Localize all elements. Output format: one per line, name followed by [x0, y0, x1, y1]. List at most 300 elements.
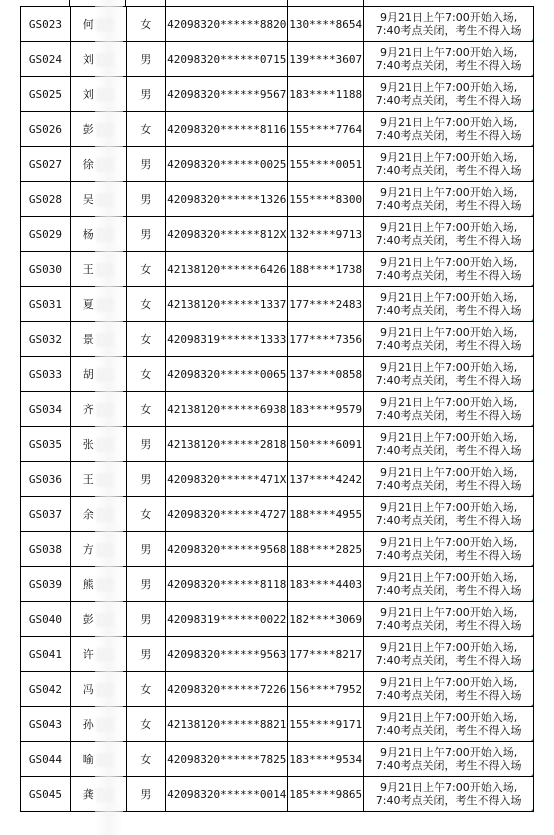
candidate-id-text: GS026	[28, 122, 62, 136]
gender-text: 女	[140, 683, 152, 696]
entry-notice-line: 7:40考点关闭，考生不得入场	[375, 94, 522, 107]
entry-notice-cell	[364, 7, 534, 42]
candidate-id-cell	[21, 357, 71, 392]
candidate-id-text: GS045	[28, 787, 62, 801]
id-card-text: 42098319******1333	[167, 332, 287, 346]
gender-text: 男	[140, 158, 152, 171]
phone-cell	[288, 742, 364, 777]
entry-notice-line: 9月21日上午7:00开始入场,	[380, 501, 518, 514]
entry-notice-cell	[364, 427, 534, 462]
gender-text: 女	[140, 508, 152, 521]
candidate-name-text: 喻	[82, 753, 94, 766]
phone-text: 183****9534	[289, 752, 363, 766]
entry-notice-line: 9月21日上午7:00开始入场,	[380, 11, 518, 24]
candidate-id-text: GS042	[28, 682, 62, 696]
entry-notice-cell	[364, 147, 534, 182]
id-card-text: 42098320******8820	[167, 17, 287, 31]
id-card-text: 42098320******0014	[167, 787, 287, 801]
id-card-text: 42098320******9563	[167, 647, 287, 661]
candidate-id-text: GS029	[28, 227, 62, 241]
gender-text: 男	[140, 543, 152, 556]
entry-notice-line: 7:40考点关闭，考生不得入场	[375, 724, 522, 737]
candidate-id-cell	[21, 427, 71, 462]
candidate-name-text: 冯	[82, 683, 94, 696]
gender-text: 男	[140, 613, 152, 626]
cell-comment-marker-icon	[531, 737, 534, 741]
phone-cell	[288, 497, 364, 532]
id-card-text: 42098320******9567	[167, 87, 287, 101]
candidate-id-text: GS040	[28, 612, 62, 626]
cell-comment-marker-icon	[531, 107, 534, 111]
phone-text: 182****3069	[289, 612, 363, 626]
candidate-name-text: 刘	[82, 88, 94, 101]
gender-text: 男	[140, 228, 152, 241]
entry-notice-line: 7:40考点关闭，考生不得入场	[375, 304, 522, 317]
phone-cell	[288, 252, 364, 287]
entry-notice-cell	[364, 217, 534, 252]
gender-text: 女	[140, 368, 152, 381]
entry-notice-line: 9月21日上午7:00开始入场,	[380, 46, 518, 59]
candidate-id-text: GS043	[28, 717, 62, 731]
id-card-cell	[166, 252, 288, 287]
id-card-text: 42098320******8118	[167, 577, 287, 591]
entry-notice-line: 7:40考点关闭，考生不得入场	[375, 234, 522, 247]
entry-notice-line: 9月21日上午7:00开始入场,	[380, 676, 518, 689]
entry-notice-line: 9月21日上午7:00开始入场,	[380, 116, 518, 129]
gender-text: 女	[140, 123, 152, 136]
entry-notice-cell	[364, 182, 534, 217]
candidate-id-text: GS044	[28, 752, 62, 766]
phone-cell	[288, 637, 364, 672]
entry-notice-line: 9月21日上午7:00开始入场,	[380, 256, 518, 269]
entry-notice-line: 9月21日上午7:00开始入场,	[380, 466, 518, 479]
id-card-cell	[166, 217, 288, 252]
candidate-id-cell	[21, 287, 71, 322]
entry-notice-line: 7:40考点关闭，考生不得入场	[375, 129, 522, 142]
gender-text: 男	[140, 578, 152, 591]
phone-text: 188****2825	[289, 542, 363, 556]
entry-notice-line: 7:40考点关闭，考生不得入场	[375, 619, 522, 632]
phone-text: 137****0858	[289, 367, 363, 381]
id-card-text: 42098320******471X	[167, 472, 287, 486]
id-card-cell	[166, 112, 288, 147]
cell-comment-marker-icon	[531, 492, 534, 496]
entry-notice-cell	[364, 252, 534, 287]
candidate-id-cell	[21, 392, 71, 427]
phone-text: 185****9865	[289, 787, 363, 801]
entry-notice-line: 7:40考点关闭，考生不得入场	[375, 584, 522, 597]
entry-notice-line: 9月21日上午7:00开始入场,	[380, 571, 518, 584]
entry-notice-line: 7:40考点关闭，考生不得入场	[375, 654, 522, 667]
cell-comment-marker-icon	[531, 632, 534, 636]
entry-notice-line: 9月21日上午7:00开始入场,	[380, 361, 518, 374]
phone-cell	[288, 322, 364, 357]
candidate-id-text: GS034	[28, 402, 62, 416]
entry-notice-line: 7:40考点关闭，考生不得入场	[375, 479, 522, 492]
id-card-text: 42098320******9568	[167, 542, 287, 556]
gender-cell	[126, 112, 166, 147]
id-card-cell	[166, 182, 288, 217]
id-card-cell	[166, 77, 288, 112]
entry-notice-line: 9月21日上午7:00开始入场,	[380, 291, 518, 304]
privacy-blur-strip	[95, 0, 123, 835]
entry-notice-cell	[364, 532, 534, 567]
entry-notice-cell	[364, 497, 534, 532]
phone-text: 188****1738	[289, 262, 363, 276]
phone-cell	[288, 42, 364, 77]
phone-cell	[288, 287, 364, 322]
entry-notice-cell	[364, 42, 534, 77]
gender-cell	[126, 42, 166, 77]
id-card-cell	[166, 707, 288, 742]
gender-cell	[126, 357, 166, 392]
entry-notice-line: 7:40考点关闭，考生不得入场	[375, 339, 522, 352]
candidate-id-text: GS025	[28, 87, 62, 101]
candidate-id-cell	[21, 42, 71, 77]
phone-text: 155****0051	[289, 157, 363, 171]
phone-cell	[288, 462, 364, 497]
phone-text: 132****9713	[289, 227, 363, 241]
id-card-cell	[166, 392, 288, 427]
id-card-text: 42138120******2818	[167, 437, 287, 451]
entry-notice-cell	[364, 672, 534, 707]
entry-notice-line: 7:40考点关闭，考生不得入场	[375, 794, 522, 807]
cell-comment-marker-icon	[531, 282, 534, 286]
phone-text: 177****2483	[289, 297, 363, 311]
entry-notice-line: 9月21日上午7:00开始入场,	[380, 396, 518, 409]
entry-notice-line: 7:40考点关闭，考生不得入场	[375, 549, 522, 562]
entry-notice-cell	[364, 357, 534, 392]
entry-notice-line: 7:40考点关闭，考生不得入场	[375, 24, 522, 37]
id-card-cell	[166, 147, 288, 182]
cell-comment-marker-icon	[531, 772, 534, 776]
id-card-cell	[166, 532, 288, 567]
entry-notice-line: 7:40考点关闭，考生不得入场	[375, 409, 522, 422]
entry-notice-cell	[364, 77, 534, 112]
cell-comment-marker-icon	[531, 597, 534, 601]
gender-cell	[126, 672, 166, 707]
id-card-cell	[166, 672, 288, 707]
entry-notice-cell	[364, 567, 534, 602]
gender-text: 男	[140, 53, 152, 66]
candidate-name-text: 方	[82, 543, 94, 556]
candidate-id-cell	[21, 462, 71, 497]
candidate-name-text: 胡	[82, 368, 94, 381]
gender-text: 女	[140, 298, 152, 311]
phone-cell	[288, 147, 364, 182]
gender-cell	[126, 427, 166, 462]
cell-comment-marker-icon	[531, 212, 534, 216]
id-card-cell	[166, 42, 288, 77]
id-card-text: 42138120******8821	[167, 717, 287, 731]
candidate-id-cell	[21, 567, 71, 602]
phone-text: 155****7764	[289, 122, 363, 136]
candidate-id-text: GS027	[28, 157, 62, 171]
candidate-name-text: 熊	[82, 578, 94, 591]
phone-cell	[288, 567, 364, 602]
id-card-text: 42098320******812X	[167, 227, 287, 241]
phone-text: 137****4242	[289, 472, 363, 486]
id-card-cell	[166, 602, 288, 637]
entry-notice-line: 9月21日上午7:00开始入场,	[380, 536, 518, 549]
id-card-text: 42138120******1337	[167, 297, 287, 311]
gender-cell	[126, 217, 166, 252]
phone-cell	[288, 392, 364, 427]
cell-comment-marker-icon	[531, 702, 534, 706]
entry-notice-cell	[364, 112, 534, 147]
gender-text: 男	[140, 438, 152, 451]
gender-cell	[126, 392, 166, 427]
candidate-id-cell	[21, 112, 71, 147]
candidate-id-cell	[21, 7, 71, 42]
candidate-id-cell	[21, 252, 71, 287]
id-card-text: 42098320******0025	[167, 157, 287, 171]
candidate-id-text: GS028	[28, 192, 62, 206]
id-card-cell	[166, 357, 288, 392]
gender-cell	[126, 777, 166, 812]
candidate-name-text: 徐	[82, 158, 94, 171]
id-card-text: 42098320******8116	[167, 122, 287, 136]
candidate-name-text: 何	[82, 18, 94, 31]
phone-cell	[288, 7, 364, 42]
entry-notice-cell	[364, 742, 534, 777]
entry-notice-line: 9月21日上午7:00开始入场,	[380, 746, 518, 759]
candidate-name-text: 杨	[82, 228, 94, 241]
cell-comment-marker-icon	[531, 387, 534, 391]
candidate-id-text: GS036	[28, 472, 62, 486]
gender-text: 女	[140, 403, 152, 416]
phone-text: 139****3607	[289, 52, 363, 66]
gender-cell	[126, 147, 166, 182]
gender-cell	[126, 497, 166, 532]
id-card-cell	[166, 427, 288, 462]
candidate-id-text: GS024	[28, 52, 62, 66]
gender-cell	[126, 287, 166, 322]
cell-comment-marker-icon	[531, 142, 534, 146]
entry-notice-line: 7:40考点关闭，考生不得入场	[375, 269, 522, 282]
phone-cell	[288, 602, 364, 637]
id-card-text: 42098319******0022	[167, 612, 287, 626]
candidate-id-cell	[21, 497, 71, 532]
gender-cell	[126, 637, 166, 672]
id-card-text: 42098320******7825	[167, 752, 287, 766]
phone-text: 188****4955	[289, 507, 363, 521]
candidate-id-text: GS035	[28, 437, 62, 451]
gender-text: 男	[140, 193, 152, 206]
gender-cell	[126, 462, 166, 497]
cell-comment-marker-icon	[531, 317, 534, 321]
entry-notice-line: 9月21日上午7:00开始入场,	[380, 781, 518, 794]
id-card-text: 42098320******0715	[167, 52, 287, 66]
gender-cell	[126, 707, 166, 742]
gender-text: 男	[140, 88, 152, 101]
candidate-name-text: 吴	[82, 193, 94, 206]
phone-cell	[288, 77, 364, 112]
phone-cell	[288, 532, 364, 567]
candidate-name-text: 许	[82, 648, 94, 661]
cell-comment-marker-icon	[531, 457, 534, 461]
cell-comment-marker-icon	[531, 247, 534, 251]
candidate-name-text: 彭	[82, 123, 94, 136]
gender-cell	[126, 742, 166, 777]
candidate-id-text: GS033	[28, 367, 62, 381]
phone-text: 177****8217	[289, 647, 363, 661]
candidate-id-cell	[21, 182, 71, 217]
id-card-cell	[166, 777, 288, 812]
entry-notice-line: 7:40考点关闭，考生不得入场	[375, 164, 522, 177]
phone-text: 150****6091	[289, 437, 363, 451]
id-card-cell	[166, 567, 288, 602]
candidate-name-text: 王	[82, 473, 94, 486]
phone-cell	[288, 707, 364, 742]
phone-cell	[288, 777, 364, 812]
candidate-name-text: 刘	[82, 53, 94, 66]
entry-notice-line: 7:40考点关闭，考生不得入场	[375, 59, 522, 72]
candidate-name-text: 孙	[82, 718, 94, 731]
entry-notice-line: 9月21日上午7:00开始入场,	[380, 221, 518, 234]
cell-comment-marker-icon	[531, 807, 534, 811]
entry-notice-cell	[364, 287, 534, 322]
candidate-name-text: 彭	[82, 613, 94, 626]
gender-cell	[126, 602, 166, 637]
candidate-id-cell	[21, 77, 71, 112]
cell-comment-marker-icon	[531, 72, 534, 76]
gender-text: 女	[140, 263, 152, 276]
candidate-name-text: 王	[82, 263, 94, 276]
gender-cell	[126, 182, 166, 217]
candidate-id-text: GS031	[28, 297, 62, 311]
entry-notice-line: 9月21日上午7:00开始入场,	[380, 326, 518, 339]
candidate-name-text: 余	[82, 508, 94, 521]
phone-cell	[288, 217, 364, 252]
candidate-id-text: GS038	[28, 542, 62, 556]
gender-cell	[126, 252, 166, 287]
phone-cell	[288, 672, 364, 707]
entry-notice-line: 9月21日上午7:00开始入场,	[380, 431, 518, 444]
id-card-cell	[166, 7, 288, 42]
entry-notice-line: 7:40考点关闭，考生不得入场	[375, 689, 522, 702]
candidate-name-text: 张	[82, 438, 94, 451]
candidate-id-text: GS032	[28, 332, 62, 346]
gender-cell	[126, 77, 166, 112]
gender-text: 女	[140, 333, 152, 346]
id-card-text: 42138120******6426	[167, 262, 287, 276]
phone-text: 155****8300	[289, 192, 363, 206]
phone-cell	[288, 112, 364, 147]
entry-notice-line: 9月21日上午7:00开始入场,	[380, 711, 518, 724]
candidate-name-text: 齐	[82, 403, 94, 416]
id-card-text: 42098320******1326	[167, 192, 287, 206]
id-card-text: 42098320******4727	[167, 507, 287, 521]
candidate-id-cell	[21, 742, 71, 777]
candidate-id-cell	[21, 602, 71, 637]
candidate-id-cell	[21, 637, 71, 672]
phone-text: 155****9171	[289, 717, 363, 731]
entry-notice-cell	[364, 602, 534, 637]
entry-notice-line: 9月21日上午7:00开始入场,	[380, 641, 518, 654]
cell-comment-marker-icon	[531, 667, 534, 671]
cell-comment-marker-icon	[531, 422, 534, 426]
gender-text: 女	[140, 18, 152, 31]
phone-text: 183****4403	[289, 577, 363, 591]
candidate-id-text: GS041	[28, 647, 62, 661]
candidate-id-cell	[21, 707, 71, 742]
entry-notice-line: 9月21日上午7:00开始入场,	[380, 151, 518, 164]
entry-notice-line: 9月21日上午7:00开始入场,	[380, 186, 518, 199]
entry-notice-line: 7:40考点关闭，考生不得入场	[375, 199, 522, 212]
cell-comment-marker-icon	[531, 37, 534, 41]
candidate-name-text: 龚	[82, 788, 94, 801]
phone-text: 130****8654	[289, 17, 363, 31]
phone-text: 183****1188	[289, 87, 363, 101]
gender-cell	[126, 322, 166, 357]
id-card-cell	[166, 497, 288, 532]
candidate-id-cell	[21, 147, 71, 182]
candidate-id-text: GS039	[28, 577, 62, 591]
cell-comment-marker-icon	[531, 352, 534, 356]
id-card-cell	[166, 742, 288, 777]
gender-text: 女	[140, 753, 152, 766]
entry-notice-line: 9月21日上午7:00开始入场,	[380, 81, 518, 94]
gender-text: 男	[140, 473, 152, 486]
candidate-name-text: 景	[82, 333, 94, 346]
phone-text: 183****9579	[289, 402, 363, 416]
gender-text: 男	[140, 648, 152, 661]
candidate-id-text: GS023	[28, 17, 62, 31]
gender-cell	[126, 532, 166, 567]
gender-cell	[126, 7, 166, 42]
gender-cell	[126, 567, 166, 602]
entry-notice-cell	[364, 707, 534, 742]
candidate-id-cell	[21, 532, 71, 567]
entry-notice-line: 9月21日上午7:00开始入场,	[380, 606, 518, 619]
phone-text: 177****7356	[289, 332, 363, 346]
candidate-name-text: 夏	[82, 298, 94, 311]
phone-cell	[288, 357, 364, 392]
id-card-cell	[166, 462, 288, 497]
id-card-text: 42098320******7226	[167, 682, 287, 696]
candidate-id-cell	[21, 777, 71, 812]
entry-notice-cell	[364, 322, 534, 357]
phone-cell	[288, 427, 364, 462]
cell-comment-marker-icon	[531, 177, 534, 181]
entry-notice-line: 7:40考点关闭，考生不得入场	[375, 759, 522, 772]
id-card-cell	[166, 637, 288, 672]
candidate-id-cell	[21, 672, 71, 707]
phone-cell	[288, 182, 364, 217]
gender-text: 男	[140, 788, 152, 801]
candidate-id-cell	[21, 322, 71, 357]
id-card-text: 42098320******0065	[167, 367, 287, 381]
candidate-id-text: GS030	[28, 262, 62, 276]
entry-notice-cell	[364, 392, 534, 427]
entry-notice-cell	[364, 637, 534, 672]
id-card-text: 42138120******6938	[167, 402, 287, 416]
entry-notice-cell	[364, 462, 534, 497]
cell-comment-marker-icon	[531, 562, 534, 566]
entry-notice-cell	[364, 777, 534, 812]
cell-comment-marker-icon	[531, 527, 534, 531]
entry-notice-line: 7:40考点关闭，考生不得入场	[375, 444, 522, 457]
phone-text: 156****7952	[289, 682, 363, 696]
gender-text: 女	[140, 718, 152, 731]
id-card-cell	[166, 287, 288, 322]
entry-notice-line: 7:40考点关闭，考生不得入场	[375, 374, 522, 387]
candidate-id-text: GS037	[28, 507, 62, 521]
id-card-cell	[166, 322, 288, 357]
entry-notice-line: 7:40考点关闭，考生不得入场	[375, 514, 522, 527]
candidate-id-cell	[21, 217, 71, 252]
